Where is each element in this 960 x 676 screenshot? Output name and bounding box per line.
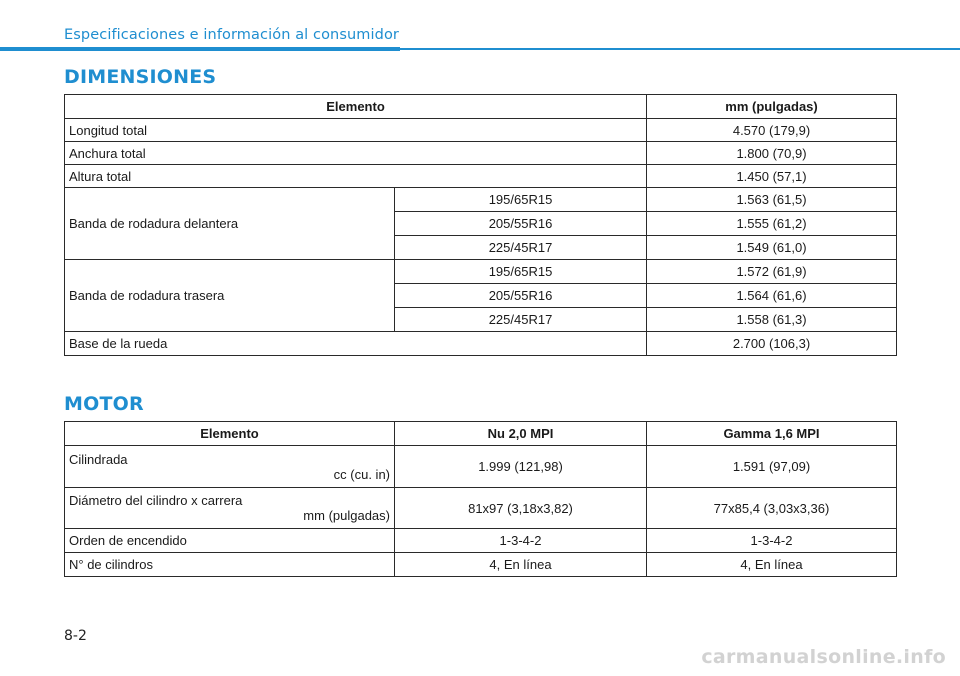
table-row (65, 553, 897, 577)
nu-value: 1-3-4-2 (395, 529, 647, 553)
row-value: 1.450 (57,1) (647, 165, 897, 188)
row-label: Anchura total (65, 142, 647, 165)
tire-size: 195/65R15 (395, 188, 647, 212)
row-value: 1.564 (61,6) (647, 284, 897, 308)
table-row (65, 188, 897, 212)
row-value: 1.563 (61,5) (647, 188, 897, 212)
row-unit: mm (pulgadas) (303, 508, 390, 523)
tire-size: 205/55R16 (395, 284, 647, 308)
table-header-row (65, 422, 897, 446)
table-row (65, 332, 897, 356)
column-header-elemento: Elemento (65, 95, 647, 119)
column-header-gamma: Gamma 1,6 MPI (647, 422, 897, 446)
tire-size: 225/45R17 (395, 308, 647, 332)
row-label: Base de la rueda (65, 332, 647, 356)
row-label: Cilindrada (69, 451, 128, 467)
row-value: 2.700 (106,3) (647, 332, 897, 356)
table-row (65, 142, 897, 165)
watermark: carmanualsonline.info (701, 646, 946, 668)
row-value: 1.555 (61,2) (647, 212, 897, 236)
nu-value: 81x97 (3,18x3,82) (395, 488, 647, 529)
nu-value: 4, En línea (395, 553, 647, 577)
table-row (65, 488, 897, 529)
gamma-value: 77x85,4 (3,03x3,36) (647, 488, 897, 529)
column-header-mm: mm (pulgadas) (647, 95, 897, 119)
row-label-cell (65, 488, 395, 529)
row-label: Orden de encendido (65, 529, 395, 553)
row-value: 1.572 (61,9) (647, 260, 897, 284)
table-header-row (65, 95, 897, 119)
table-row (65, 529, 897, 553)
row-label: Altura total (65, 165, 647, 188)
table-row (65, 446, 897, 488)
column-header-elemento: Elemento (65, 422, 395, 446)
gamma-value: 1.591 (97,09) (647, 446, 897, 488)
tire-size: 195/65R15 (395, 260, 647, 284)
row-label: Banda de rodadura trasera (65, 260, 395, 332)
row-label-cell (65, 446, 395, 488)
row-label: Banda de rodadura delantera (65, 188, 395, 260)
page-number: 8-2 (64, 628, 87, 644)
row-value: 1.800 (70,9) (647, 142, 897, 165)
row-label: Longitud total (65, 119, 647, 142)
gamma-value: 1-3-4-2 (647, 529, 897, 553)
row-label: N° de cilindros (65, 553, 395, 577)
column-header-nu: Nu 2,0 MPI (395, 422, 647, 446)
motor-title: MOTOR (64, 393, 144, 415)
row-unit: cc (cu. in) (333, 466, 390, 482)
tire-size: 225/45R17 (395, 236, 647, 260)
row-label: Diámetro del cilindro x carrera (69, 493, 243, 508)
row-value: 1.558 (61,3) (647, 308, 897, 332)
dimensions-table (64, 94, 897, 356)
motor-table (64, 421, 897, 577)
dimensions-title: DIMENSIONES (64, 66, 217, 88)
nu-value: 1.999 (121,98) (395, 446, 647, 488)
table-row (65, 165, 897, 188)
row-value: 1.549 (61,0) (647, 236, 897, 260)
table-row (65, 260, 897, 284)
header-rule-thin (400, 48, 960, 50)
section-header: Especificaciones e información al consumidor (64, 27, 399, 43)
row-value: 4.570 (179,9) (647, 119, 897, 142)
gamma-value: 4, En línea (647, 553, 897, 577)
table-row (65, 119, 897, 142)
header-rule-thick (0, 47, 400, 51)
tire-size: 205/55R16 (395, 212, 647, 236)
